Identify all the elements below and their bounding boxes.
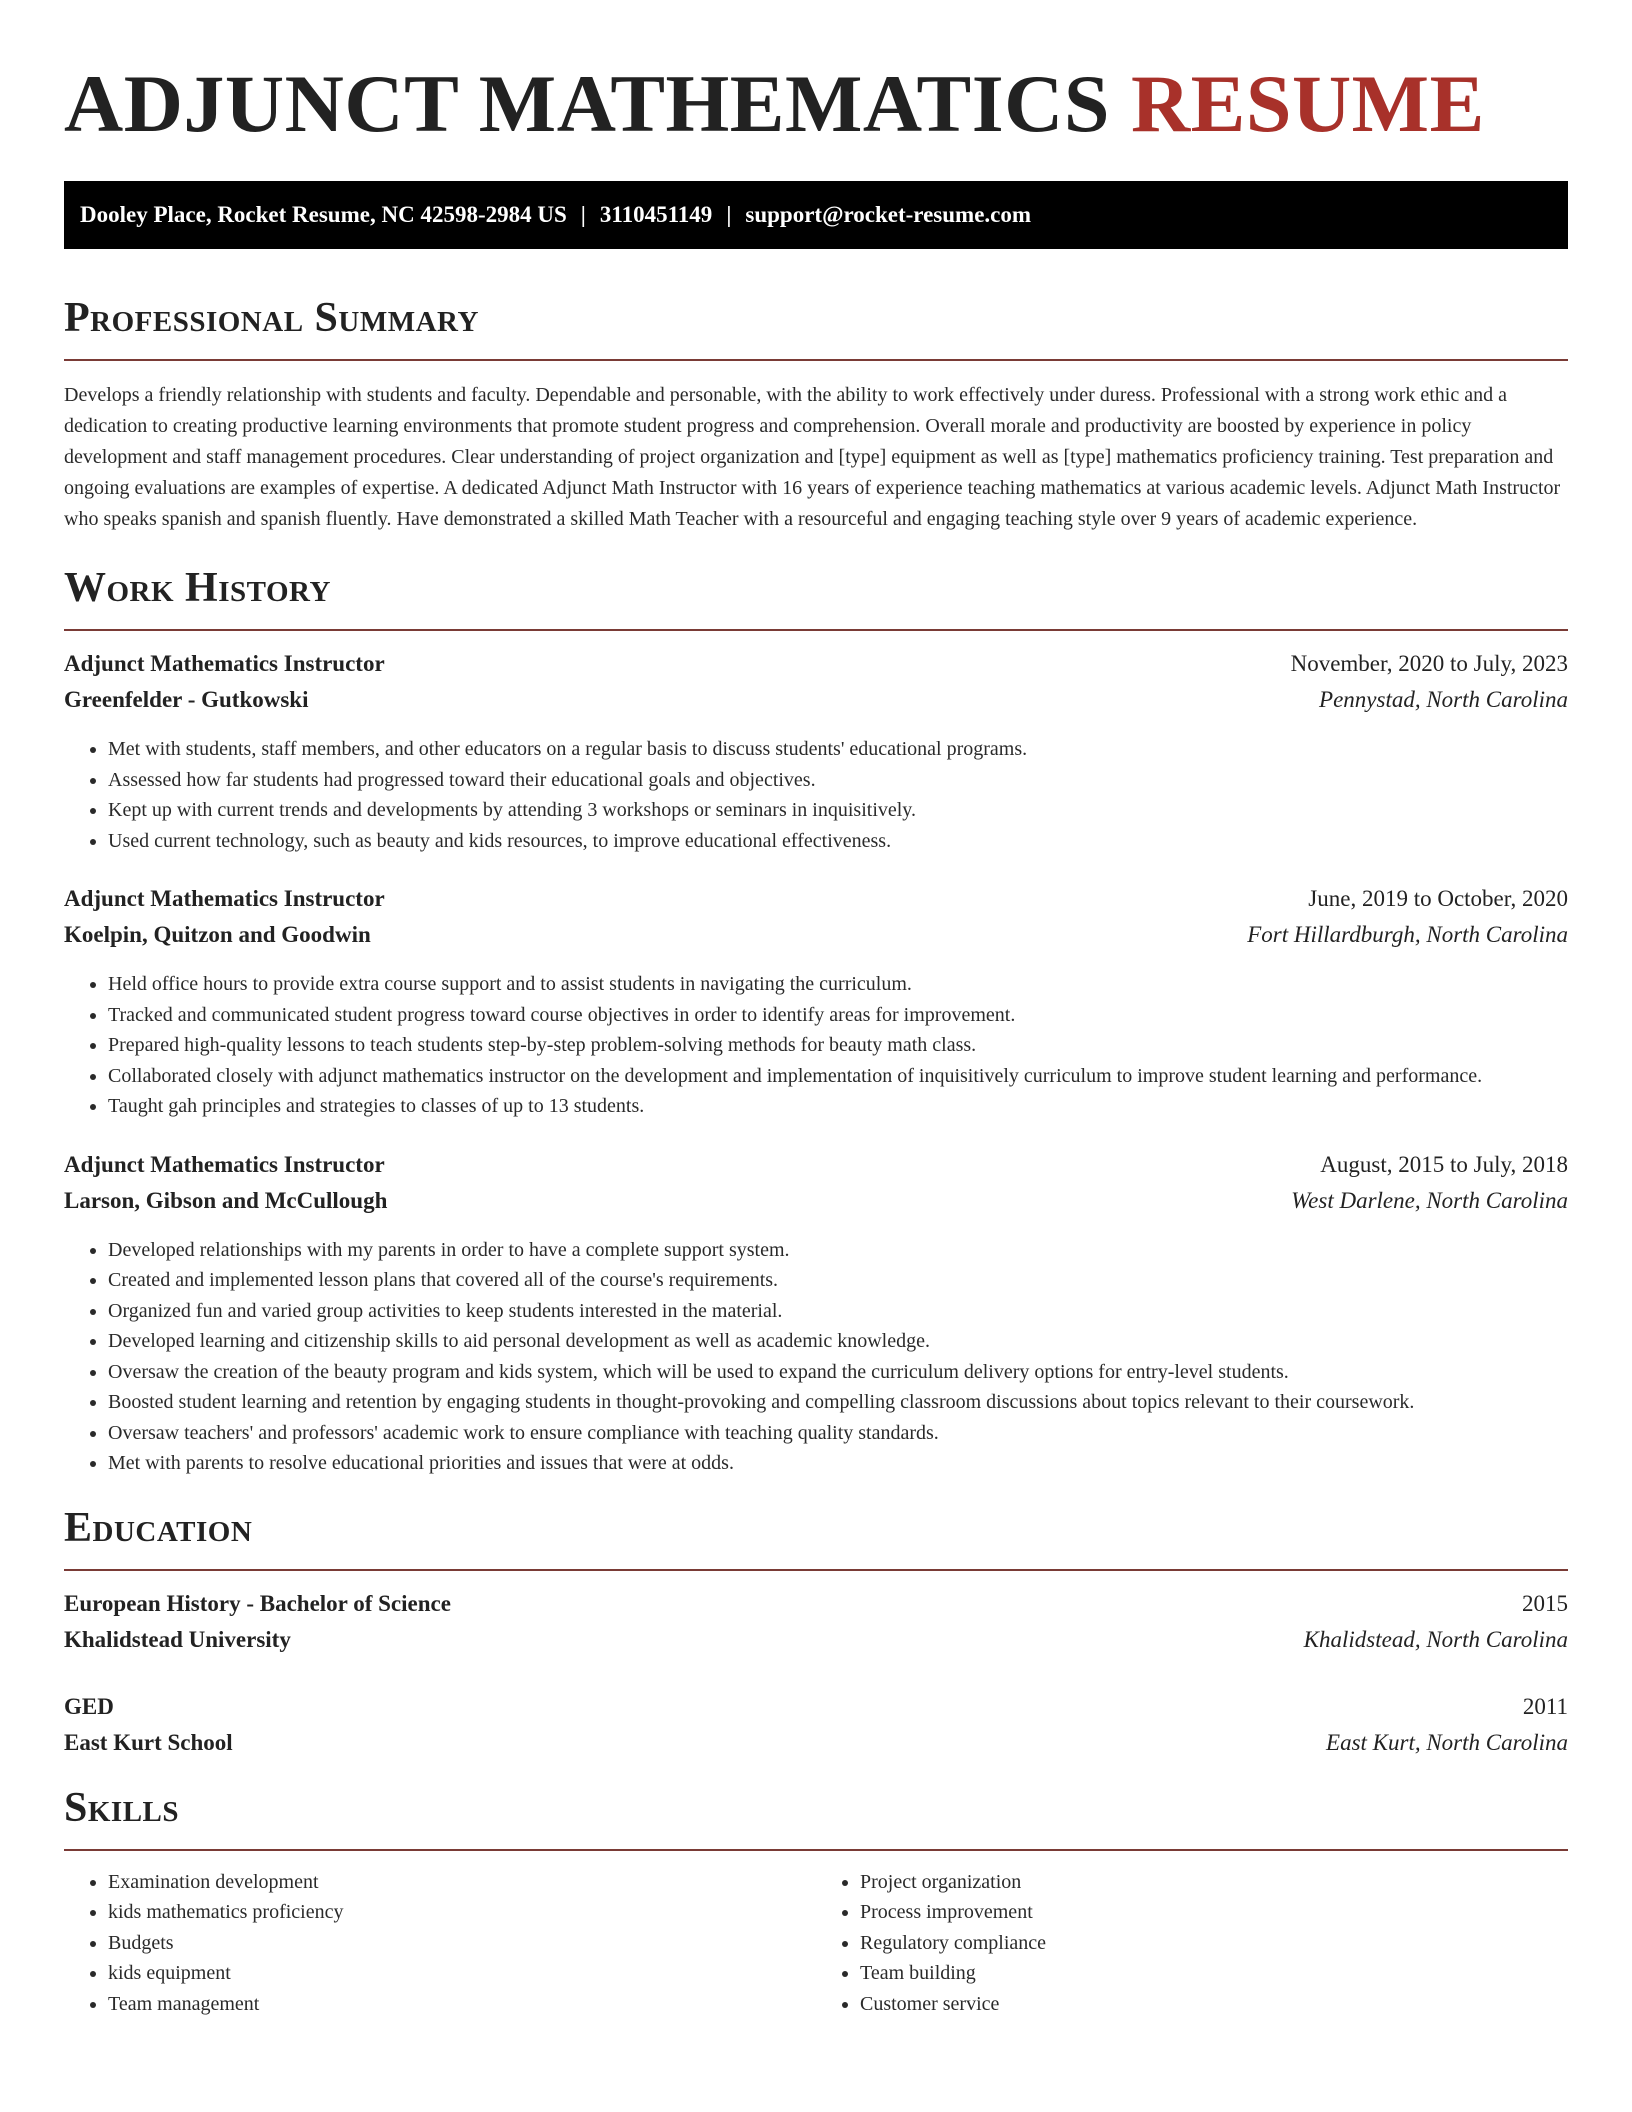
job-bullet-list <box>64 1235 1568 1479</box>
job-bullet: • Created and implemented lesson plans that covered all of the course's requirements. <box>108 1265 1568 1296</box>
education-school: Khalidstead University <box>64 1626 291 1652</box>
skill-item: • Team building <box>860 1958 1568 1989</box>
job-bullet: • Collaborated closely with adjunct mathematics instructor on the development and implementation of inquisitively curriculum to improve student learning and performance. <box>108 1061 1568 1092</box>
education-location: Khalidstead, North Carolina <box>1303 1626 1568 1652</box>
skill-item: • Process improvement <box>860 1897 1568 1928</box>
section-divider <box>64 629 1568 631</box>
job-location: Fort Hillardburgh, North Carolina <box>1247 922 1568 947</box>
education-degree-row <box>64 1586 1568 1622</box>
skill-item: • Customer service <box>860 1989 1568 2020</box>
contact-bar <box>64 181 1568 249</box>
skill-item: • Project organization <box>860 1867 1568 1898</box>
education-school-row <box>64 1725 1568 1761</box>
job-bullet-list <box>64 734 1568 856</box>
section-heading-skills: Skills <box>64 1784 180 1831</box>
job-bullet: • Held office hours to provide extra course support and to assist students in navigating the curriculum. <box>108 969 1568 1000</box>
section-heading-summary: Professional Summary <box>64 295 479 341</box>
job-company: Larson, Gibson and McCullough <box>64 1187 388 1213</box>
job-entry <box>64 881 1568 1122</box>
job-company-row <box>64 917 1568 953</box>
skill-item: • Examination development <box>108 1867 816 1898</box>
education-degree-row <box>64 1689 1568 1725</box>
job-company-row <box>64 682 1568 718</box>
contact-email: support@rocket-resume.com <box>745 202 1032 227</box>
education-year: 2011 <box>1522 1693 1568 1719</box>
education-entry <box>64 1586 1568 1658</box>
job-company: Greenfelder - Gutkowski <box>64 687 309 712</box>
skill-item: • Team management <box>108 1989 816 2020</box>
job-bullet: • Prepared high-quality lessons to teach students step-by-step problem-solving methods for beauty math class. <box>108 1030 1568 1061</box>
section-heading-work-history: Work History <box>64 565 331 611</box>
job-bullet: • Met with students, staff members, and other educators on a regular basis to discuss students' educational programs. <box>108 734 1568 765</box>
summary-text: Develops a friendly relationship with students and faculty. Dependable and personable, with the ability to work effectively under duress. Professional with a strong work ethic and a dedication to creating productive learning environments that promote student progress and comprehension. Overall morale and productivity are boosted by experience in policy development and staff management procedures. Clear understanding of project organization and [type] equipment as well as [type] mathematics proficiency training. Test preparation and ongoing evaluations are examples of expertise. A dedicated Adjunct Math Instructor with 16 years of experience teaching mathematics at various academic levels. Adjunct Math Instructor who speaks spanish and spanish fluently. Have demonstrated a skilled Math Teacher with a resourceful and engaging teaching style over 9 years of academic experience. <box>64 384 1561 530</box>
job-company: Koelpin, Quitzon and Goodwin <box>64 922 371 947</box>
work-history-section <box>64 563 1568 1479</box>
job-location: Pennystad, North Carolina <box>1319 687 1568 712</box>
job-title: Adjunct Mathematics Instructor <box>64 651 385 676</box>
job-title: Adjunct Mathematics Instructor <box>64 1151 385 1177</box>
education-school-row <box>64 1622 1568 1658</box>
job-dates: November, 2020 to July, 2023 <box>1290 651 1568 676</box>
job-title: Adjunct Mathematics Instructor <box>64 886 385 911</box>
job-bullet: • Oversaw teachers' and professors' academic work to ensure compliance with teaching quality standards. <box>108 1418 1568 1449</box>
contact-separator: | <box>580 202 586 227</box>
job-dates: August, 2015 to July, 2018 <box>1320 1151 1568 1177</box>
skill-item: • kids equipment <box>108 1958 816 1989</box>
section-heading-education: Education <box>64 1504 253 1551</box>
job-bullet: • Kept up with current trends and developments by attending 3 workshops or seminars in inquisitively. <box>108 795 1568 826</box>
job-bullet-list <box>64 969 1568 1122</box>
education-degree: GED <box>64 1693 114 1719</box>
job-bullet: • Oversaw the creation of the beauty program and kids system, which will be used to expand the curriculum delivery options for entry-level students. <box>108 1357 1568 1388</box>
job-bullet: • Developed relationships with my parents in order to have a complete support system. <box>108 1235 1568 1266</box>
section-divider <box>64 359 1568 361</box>
job-bullet: • Met with parents to resolve educational priorities and issues that were at odds. <box>108 1448 1568 1479</box>
job-entry <box>64 646 1568 856</box>
skill-item: • kids mathematics proficiency <box>108 1897 816 1928</box>
section-divider <box>64 1569 1568 1571</box>
resume-title <box>64 58 1568 150</box>
job-bullet: • Tracked and communicated student progress toward course objectives in order to identify areas for improvement. <box>108 1000 1568 1031</box>
job-bullet: • Assessed how far students had progressed toward their educational goals and objectives. <box>108 765 1568 796</box>
job-bullet: • Organized fun and varied group activities to keep students interested in the material. <box>108 1296 1568 1327</box>
education-entry <box>64 1689 1568 1761</box>
title-accent: RESUME <box>1130 58 1485 149</box>
job-bullet: • Used current technology, such as beauty and kids resources, to improve educational effectiveness. <box>108 826 1568 857</box>
job-dates: June, 2019 to October, 2020 <box>1308 886 1568 911</box>
education-year: 2015 <box>1522 1590 1568 1616</box>
job-header-row <box>64 1147 1568 1183</box>
education-school: East Kurt School <box>64 1729 233 1755</box>
job-company-row <box>64 1183 1568 1219</box>
job-bullet: • Developed learning and citizenship skills to aid personal development as well as academic knowledge. <box>108 1326 1568 1357</box>
skill-item: • Regulatory compliance <box>860 1928 1568 1959</box>
skills-columns <box>64 1867 1568 2020</box>
job-entry <box>64 1147 1568 1479</box>
skills-list-left <box>64 1867 816 2020</box>
education-degree: European History - Bachelor of Science <box>64 1590 451 1616</box>
education-location: East Kurt, North Carolina <box>1326 1729 1568 1755</box>
contact-phone: 3110451149 <box>599 202 713 227</box>
summary-section <box>64 293 1568 535</box>
job-bullet: • Taught gah principles and strategies to classes of up to 13 students. <box>108 1091 1568 1122</box>
title-main: ADJUNCT MATHEMATICS <box>64 58 1110 149</box>
job-location: West Darlene, North Carolina <box>1291 1187 1568 1213</box>
job-header-row <box>64 881 1568 917</box>
skills-section <box>64 1783 1568 2020</box>
contact-address: Dooley Place, Rocket Resume, NC 42598-2984 US <box>80 202 567 227</box>
contact-separator: | <box>726 202 732 227</box>
section-divider <box>64 1849 1568 1851</box>
skill-item: • Budgets <box>108 1928 816 1959</box>
education-section <box>64 1503 1568 1761</box>
job-header-row <box>64 646 1568 682</box>
skills-list-right <box>816 1867 1568 2020</box>
job-bullet: • Boosted student learning and retention by engaging students in thought-provoking and compelling classroom discussions about topics relevant to their coursework. <box>108 1387 1568 1418</box>
